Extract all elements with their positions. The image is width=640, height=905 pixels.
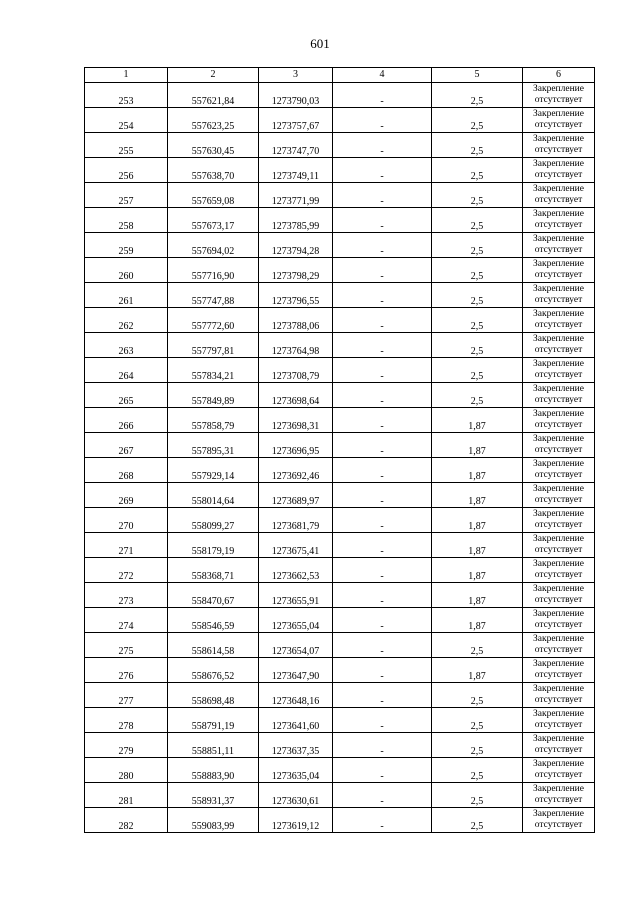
column-5-cell: 2,5 — [432, 708, 523, 733]
table-row — [85, 233, 595, 258]
point-number-cell: 273 — [85, 583, 168, 608]
point-number-cell: 257 — [85, 183, 168, 208]
column-4-cell: - — [333, 683, 432, 708]
y-coordinate-cell: 1273655,91 — [259, 583, 333, 608]
fixation-cell: Закрепление отсутствует — [523, 433, 595, 458]
x-coordinate-cell: 558099,27 — [168, 508, 259, 533]
column-5-cell: 1,87 — [432, 508, 523, 533]
column-header: 2 — [168, 68, 259, 83]
fixation-cell: Закрепление отсутствует — [523, 183, 595, 208]
column-5-cell: 2,5 — [432, 233, 523, 258]
table-row — [85, 633, 595, 658]
x-coordinate-cell: 558179,19 — [168, 533, 259, 558]
fixation-cell: Закрепление отсутствует — [523, 808, 595, 833]
fixation-cell: Закрепление отсутствует — [523, 508, 595, 533]
column-4-cell: - — [333, 458, 432, 483]
fixation-cell: Закрепление отсутствует — [523, 758, 595, 783]
column-4-cell: - — [333, 258, 432, 283]
column-5-cell: 2,5 — [432, 333, 523, 358]
table-row — [85, 758, 595, 783]
point-number-cell: 263 — [85, 333, 168, 358]
table-body — [85, 83, 595, 833]
point-number-cell: 258 — [85, 208, 168, 233]
y-coordinate-cell: 1273675,41 — [259, 533, 333, 558]
table-row — [85, 508, 595, 533]
x-coordinate-cell: 557929,14 — [168, 458, 259, 483]
fixation-cell: Закрепление отсутствует — [523, 383, 595, 408]
column-5-cell: 2,5 — [432, 283, 523, 308]
column-5-cell: 2,5 — [432, 383, 523, 408]
fixation-cell: Закрепление отсутствует — [523, 683, 595, 708]
fixation-cell: Закрепление отсутствует — [523, 408, 595, 433]
x-coordinate-cell: 558368,71 — [168, 558, 259, 583]
column-5-cell: 2,5 — [432, 158, 523, 183]
point-number-cell: 272 — [85, 558, 168, 583]
point-number-cell: 254 — [85, 108, 168, 133]
table-row — [85, 608, 595, 633]
table-row — [85, 158, 595, 183]
column-header: 6 — [523, 68, 595, 83]
point-number-cell: 268 — [85, 458, 168, 483]
x-coordinate-cell: 557858,79 — [168, 408, 259, 433]
fixation-cell: Закрепление отсутствует — [523, 533, 595, 558]
point-number-cell: 255 — [85, 133, 168, 158]
column-4-cell: - — [333, 433, 432, 458]
table-row — [85, 133, 595, 158]
column-5-cell: 2,5 — [432, 183, 523, 208]
fixation-cell: Закрепление отсутствует — [523, 658, 595, 683]
column-5-cell: 1,87 — [432, 658, 523, 683]
x-coordinate-cell: 557895,31 — [168, 433, 259, 458]
x-coordinate-cell: 557797,81 — [168, 333, 259, 358]
y-coordinate-cell: 1273790,03 — [259, 83, 333, 108]
table-row — [85, 558, 595, 583]
table-row — [85, 483, 595, 508]
fixation-cell: Закрепление отсутствует — [523, 308, 595, 333]
x-coordinate-cell: 558470,67 — [168, 583, 259, 608]
y-coordinate-cell: 1273785,99 — [259, 208, 333, 233]
table-row — [85, 83, 595, 108]
point-number-cell: 259 — [85, 233, 168, 258]
fixation-cell: Закрепление отсутствует — [523, 208, 595, 233]
y-coordinate-cell: 1273771,99 — [259, 183, 333, 208]
y-coordinate-cell: 1273689,97 — [259, 483, 333, 508]
table-row — [85, 808, 595, 833]
table-row — [85, 308, 595, 333]
column-4-cell: - — [333, 283, 432, 308]
point-number-cell: 267 — [85, 433, 168, 458]
column-4-cell: - — [333, 508, 432, 533]
column-5-cell: 1,87 — [432, 483, 523, 508]
x-coordinate-cell: 558676,52 — [168, 658, 259, 683]
column-header: 3 — [259, 68, 333, 83]
column-5-cell: 2,5 — [432, 733, 523, 758]
column-4-cell: - — [333, 608, 432, 633]
table-row — [85, 108, 595, 133]
y-coordinate-cell: 1273637,35 — [259, 733, 333, 758]
y-coordinate-cell: 1273662,53 — [259, 558, 333, 583]
point-number-cell: 271 — [85, 533, 168, 558]
column-4-cell: - — [333, 483, 432, 508]
y-coordinate-cell: 1273647,90 — [259, 658, 333, 683]
y-coordinate-cell: 1273798,29 — [259, 258, 333, 283]
point-number-cell: 253 — [85, 83, 168, 108]
column-5-cell: 2,5 — [432, 683, 523, 708]
y-coordinate-cell: 1273796,55 — [259, 283, 333, 308]
x-coordinate-cell: 558791,19 — [168, 708, 259, 733]
table-row — [85, 333, 595, 358]
fixation-cell: Закрепление отсутствует — [523, 708, 595, 733]
table-row — [85, 683, 595, 708]
column-4-cell: - — [333, 383, 432, 408]
point-number-cell: 279 — [85, 733, 168, 758]
column-4-cell: - — [333, 158, 432, 183]
table-row — [85, 533, 595, 558]
table-row — [85, 733, 595, 758]
y-coordinate-cell: 1273764,98 — [259, 333, 333, 358]
x-coordinate-cell: 557694,02 — [168, 233, 259, 258]
column-5-cell: 2,5 — [432, 633, 523, 658]
column-4-cell: - — [333, 358, 432, 383]
fixation-cell: Закрепление отсутствует — [523, 108, 595, 133]
point-number-cell: 276 — [85, 658, 168, 683]
fixation-cell: Закрепление отсутствует — [523, 83, 595, 108]
fixation-cell: Закрепление отсутствует — [523, 633, 595, 658]
fixation-cell: Закрепление отсутствует — [523, 583, 595, 608]
x-coordinate-cell: 557638,70 — [168, 158, 259, 183]
fixation-cell: Закрепление отсутствует — [523, 608, 595, 633]
column-4-cell: - — [333, 83, 432, 108]
x-coordinate-cell: 557772,60 — [168, 308, 259, 333]
table-row — [85, 408, 595, 433]
column-5-cell: 2,5 — [432, 208, 523, 233]
y-coordinate-cell: 1273655,04 — [259, 608, 333, 633]
table-row — [85, 583, 595, 608]
fixation-cell: Закрепление отсутствует — [523, 133, 595, 158]
fixation-cell: Закрепление отсутствует — [523, 733, 595, 758]
column-4-cell: - — [333, 558, 432, 583]
column-4-cell: - — [333, 408, 432, 433]
fixation-cell: Закрепление отсутствует — [523, 258, 595, 283]
y-coordinate-cell: 1273654,07 — [259, 633, 333, 658]
table-row — [85, 283, 595, 308]
point-number-cell: 278 — [85, 708, 168, 733]
table-row — [85, 708, 595, 733]
column-header: 5 — [432, 68, 523, 83]
header-row — [85, 68, 595, 83]
column-4-cell: - — [333, 658, 432, 683]
column-5-cell: 2,5 — [432, 783, 523, 808]
column-5-cell: 1,87 — [432, 583, 523, 608]
column-5-cell: 2,5 — [432, 133, 523, 158]
x-coordinate-cell: 557630,45 — [168, 133, 259, 158]
column-4-cell: - — [333, 583, 432, 608]
y-coordinate-cell: 1273757,67 — [259, 108, 333, 133]
column-5-cell: 1,87 — [432, 458, 523, 483]
x-coordinate-cell: 558614,58 — [168, 633, 259, 658]
column-5-cell: 2,5 — [432, 258, 523, 283]
x-coordinate-cell: 557834,21 — [168, 358, 259, 383]
point-number-cell: 270 — [85, 508, 168, 533]
column-5-cell: 1,87 — [432, 408, 523, 433]
point-number-cell: 262 — [85, 308, 168, 333]
column-4-cell: - — [333, 733, 432, 758]
column-5-cell: 1,87 — [432, 433, 523, 458]
x-coordinate-cell: 559083,99 — [168, 808, 259, 833]
column-4-cell: - — [333, 108, 432, 133]
column-5-cell: 1,87 — [432, 608, 523, 633]
fixation-cell: Закрепление отсутствует — [523, 283, 595, 308]
table-row — [85, 208, 595, 233]
y-coordinate-cell: 1273641,60 — [259, 708, 333, 733]
column-header: 4 — [333, 68, 432, 83]
column-4-cell: - — [333, 233, 432, 258]
column-5-cell: 2,5 — [432, 83, 523, 108]
y-coordinate-cell: 1273788,06 — [259, 308, 333, 333]
column-4-cell: - — [333, 183, 432, 208]
point-number-cell: 282 — [85, 808, 168, 833]
y-coordinate-cell: 1273749,11 — [259, 158, 333, 183]
x-coordinate-cell: 558883,90 — [168, 758, 259, 783]
column-5-cell: 2,5 — [432, 758, 523, 783]
y-coordinate-cell: 1273747,70 — [259, 133, 333, 158]
x-coordinate-cell: 557621,84 — [168, 83, 259, 108]
x-coordinate-cell: 557659,08 — [168, 183, 259, 208]
table-row — [85, 183, 595, 208]
point-number-cell: 260 — [85, 258, 168, 283]
y-coordinate-cell: 1273630,61 — [259, 783, 333, 808]
coordinates-table — [84, 67, 595, 833]
table-row — [85, 458, 595, 483]
point-number-cell: 280 — [85, 758, 168, 783]
table-row — [85, 433, 595, 458]
column-4-cell: - — [333, 783, 432, 808]
fixation-cell: Закрепление отсутствует — [523, 333, 595, 358]
y-coordinate-cell: 1273692,46 — [259, 458, 333, 483]
column-4-cell: - — [333, 533, 432, 558]
y-coordinate-cell: 1273698,64 — [259, 383, 333, 408]
table-row — [85, 658, 595, 683]
point-number-cell: 265 — [85, 383, 168, 408]
fixation-cell: Закрепление отсутствует — [523, 233, 595, 258]
point-number-cell: 275 — [85, 633, 168, 658]
column-header: 1 — [85, 68, 168, 83]
fixation-cell: Закрепление отсутствует — [523, 783, 595, 808]
x-coordinate-cell: 557849,89 — [168, 383, 259, 408]
point-number-cell: 264 — [85, 358, 168, 383]
x-coordinate-cell: 557673,17 — [168, 208, 259, 233]
table-row — [85, 783, 595, 808]
y-coordinate-cell: 1273696,95 — [259, 433, 333, 458]
column-4-cell: - — [333, 308, 432, 333]
point-number-cell: 281 — [85, 783, 168, 808]
x-coordinate-cell: 558931,37 — [168, 783, 259, 808]
column-5-cell: 2,5 — [432, 808, 523, 833]
column-4-cell: - — [333, 333, 432, 358]
x-coordinate-cell: 558851,11 — [168, 733, 259, 758]
point-number-cell: 261 — [85, 283, 168, 308]
page-number: 601 — [310, 36, 330, 51]
x-coordinate-cell: 557716,90 — [168, 258, 259, 283]
y-coordinate-cell: 1273794,28 — [259, 233, 333, 258]
column-5-cell: 2,5 — [432, 108, 523, 133]
x-coordinate-cell: 557623,25 — [168, 108, 259, 133]
point-number-cell: 274 — [85, 608, 168, 633]
table-row — [85, 258, 595, 283]
column-4-cell: - — [333, 633, 432, 658]
column-4-cell: - — [333, 208, 432, 233]
column-4-cell: - — [333, 133, 432, 158]
table-row — [85, 358, 595, 383]
fixation-cell: Закрепление отсутствует — [523, 558, 595, 583]
point-number-cell: 269 — [85, 483, 168, 508]
column-5-cell: 2,5 — [432, 308, 523, 333]
column-4-cell: - — [333, 758, 432, 783]
point-number-cell: 256 — [85, 158, 168, 183]
y-coordinate-cell: 1273708,79 — [259, 358, 333, 383]
fixation-cell: Закрепление отсутствует — [523, 483, 595, 508]
fixation-cell: Закрепление отсутствует — [523, 458, 595, 483]
x-coordinate-cell: 558014,64 — [168, 483, 259, 508]
y-coordinate-cell: 1273635,04 — [259, 758, 333, 783]
point-number-cell: 277 — [85, 683, 168, 708]
y-coordinate-cell: 1273648,16 — [259, 683, 333, 708]
y-coordinate-cell: 1273698,31 — [259, 408, 333, 433]
y-coordinate-cell: 1273681,79 — [259, 508, 333, 533]
column-5-cell: 1,87 — [432, 533, 523, 558]
point-number-cell: 266 — [85, 408, 168, 433]
column-4-cell: - — [333, 808, 432, 833]
column-5-cell: 2,5 — [432, 358, 523, 383]
fixation-cell: Закрепление отсутствует — [523, 158, 595, 183]
fixation-cell: Закрепление отсутствует — [523, 358, 595, 383]
x-coordinate-cell: 558546,59 — [168, 608, 259, 633]
y-coordinate-cell: 1273619,12 — [259, 808, 333, 833]
column-5-cell: 1,87 — [432, 558, 523, 583]
table-row — [85, 383, 595, 408]
column-4-cell: - — [333, 708, 432, 733]
x-coordinate-cell: 558698,48 — [168, 683, 259, 708]
x-coordinate-cell: 557747,88 — [168, 283, 259, 308]
